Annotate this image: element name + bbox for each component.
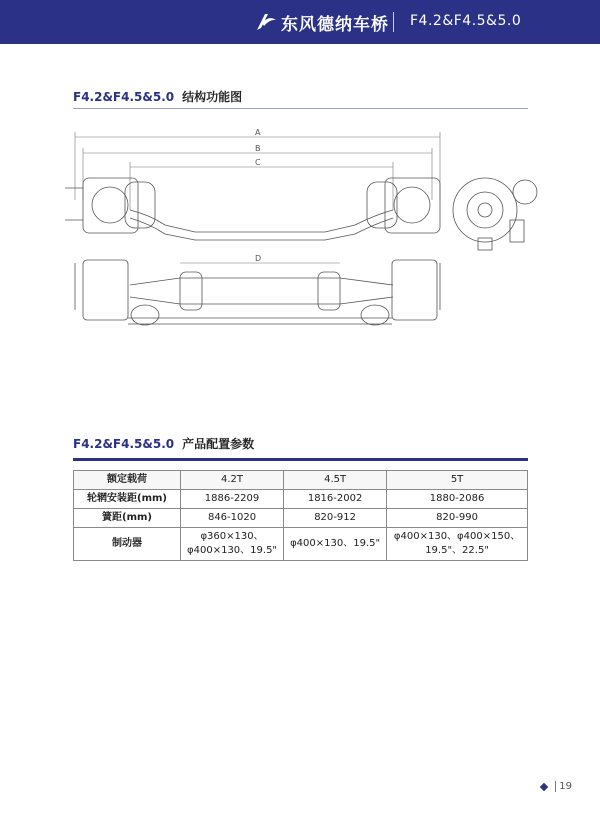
header-models: F4.2&F4.5&5.0: [410, 13, 522, 29]
dim-label-c: C: [255, 158, 261, 167]
cell-line: φ400×130、19.5": [187, 545, 278, 556]
dim-label-b: B: [255, 144, 261, 153]
table-cell: 846-1020: [181, 509, 284, 528]
diamond-icon: [540, 782, 548, 790]
axle-structure-drawing: [55, 120, 545, 350]
section-subtitle: 产品配置参数: [182, 437, 255, 451]
table-cell: 820-990: [387, 509, 528, 528]
page-number: 19: [559, 781, 572, 792]
brand-name: 东风德纳车桥: [281, 14, 389, 35]
brand: [255, 9, 389, 35]
table-cell: 4.2T: [181, 471, 284, 490]
front-view: [65, 178, 440, 240]
config-table: [73, 470, 528, 561]
table-cell: 5T: [387, 471, 528, 490]
section-divider: [73, 108, 528, 109]
section-title-structure: [73, 88, 242, 105]
table-cell: 1880-2086: [387, 490, 528, 509]
cell-line: 19.5"、22.5": [425, 545, 489, 556]
cell-line: φ360×130、: [200, 531, 264, 542]
page-header: [0, 0, 600, 44]
dim-label-a: A: [255, 128, 261, 137]
table-row: [74, 509, 528, 528]
header-divider: [393, 12, 394, 32]
section-models: F4.2&F4.5&5.0: [73, 436, 175, 451]
table-cell: 制动器: [74, 528, 181, 561]
table-cell: 簧距(mm): [74, 509, 181, 528]
table-cell: [284, 528, 387, 561]
side-view: [453, 178, 537, 250]
section-subtitle: 结构功能图: [182, 90, 243, 104]
footer-divider: [555, 781, 556, 792]
table-cell: 1886-2209: [181, 490, 284, 509]
table-cell: 额定载荷: [74, 471, 181, 490]
table-cell: 820-912: [284, 509, 387, 528]
section-title-config: [73, 435, 254, 452]
section-models: F4.2&F4.5&5.0: [73, 89, 175, 104]
table-cell: 轮辋安装距(mm): [74, 490, 181, 509]
table-cell: 4.5T: [284, 471, 387, 490]
cell-line: φ400×130、φ400×150、: [393, 531, 521, 542]
dim-label-d: D: [255, 254, 262, 263]
cell-line: φ400×130、19.5": [290, 538, 381, 549]
top-view: [75, 260, 440, 325]
page-footer: [541, 781, 572, 792]
table-cell: [387, 528, 528, 561]
table-row: [74, 528, 528, 561]
table-cell: [181, 528, 284, 561]
section-divider: [73, 458, 528, 461]
table-header-row: [74, 471, 528, 490]
table-row: [74, 490, 528, 509]
table-cell: 1816-2002: [284, 490, 387, 509]
dana-swoosh-icon: [255, 11, 277, 33]
